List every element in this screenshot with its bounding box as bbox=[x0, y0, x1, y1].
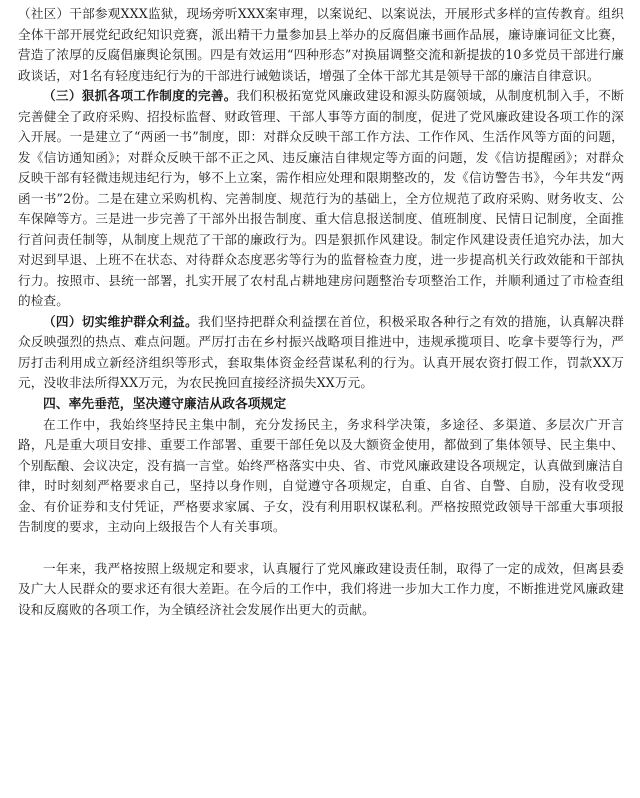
document-page bbox=[18, 4, 624, 620]
paragraph-community-education bbox=[18, 4, 624, 86]
paragraph-text: 一年来，我严格按照上级规定和要求，认真履行了党风廉政建设责任制，取得了一定的成效，但离县委及广大人民群众的要求还有很大差距。在今后的工作中，我们将进一步加大工作力度，不断推进党风廉政建设和反腐败的各项工作，为全镇经济社会发展作出更大的贡献。 bbox=[18, 560, 624, 617]
paragraph-system-improvement bbox=[18, 86, 624, 312]
paragraph-public-interest bbox=[18, 312, 624, 394]
paragraph-spacer bbox=[18, 538, 624, 559]
paragraph-text: 我们坚持把群众利益摆在首位，积极采取各种行之有效的措施，认真解决群众反映强烈的热点、难点问题。严厉打击在乡村振兴战略项目推进中，违规承揽项目、吃拿卡要等行为，严厉打击利用成立新经济组织等形式，套取集体资金经营谋私利的行为。认真开展农资打假工作，罚款XX万元，没收非法所得XX万元，为农民挽回直接经济损失XX万元。 bbox=[18, 313, 624, 390]
paragraph-lead-by-example bbox=[18, 415, 624, 538]
section-lead-heading: （三）狠抓各项工作制度的完善。 bbox=[43, 88, 237, 103]
paragraph-text: 在工作中，我始终坚持民主集中制，充分发扬民主，务求科学决策，多途径、多渠道、多层次广开言路，凡是重大项目安排、重要工作部署、重要干部任免以及大额资金使用，都做到了集体领导、民主集中、个别酝酿、会议决定，没有搞一言堂。始终严格落实中央、省、市党风廉政建设各项规定，认真做到廉洁自律，时时刻刻严格要求自己，坚持以身作则，自觉遵守各项规定，自重、自省、自警、自励，没有收受现金、有价证券和支付凭证，严格要求家属、子女，没有利用职权谋私利。严格按照党政领导干部重大事项报告制度的要求，主动向上级报告个人有关事项。 bbox=[18, 416, 624, 534]
paragraph-text: （社区）干部参观XXX监狱，现场旁听XXX案审理，以案说纪、以案说法，开展形式多样的宣传教育。组织全体干部开展党纪政纪知识竞赛，派出精干力量参加县上举办的反腐倡廉书画作品展，廉诗廉词征文比赛，营造了浓厚的反腐倡廉舆论氛围。四是有效运用“四种形态”对换届调整交流和新提拔的10多党员干部进行廉政谈话，对1名有轻度违纪行为的干部进行诫勉谈话，增强了全体干部尤其是领导干部的廉洁自律意识。 bbox=[18, 6, 624, 83]
section-lead-heading: （四）切实维护群众利益。 bbox=[43, 313, 198, 329]
paragraph-text: 我们积极拓宽党风廉政建设和源头防腐领域，从制度机制入手，不断完善健全了政府采购、招投标监督、财政管理、干部人事等方面的制度，促进了党风廉政建设各项工作的深入开展。一是建立了“两函一书”制度，即：对群众反映干部工作方法、工作作风、生活作风等方面的问题，发《信访通知函》；对群众反映干部不正之风、违反廉洁自律规定等方面的问题，发《信访提醒函》；对群众反映干部有轻微违规违纪行为，够不上立案，需作相应处理和限期整改的，发《信访警告书》，今年共发“两函一书”2份。二是在建立采购机构、完善制度、规范行为的基础上，全方位规范了政府采购、财务收支、公车保障等方。三是进一步完善了干部外出报告制度、重大信息报送制度、值班制度、民情日记制度，全面推行首问责任制等，从制度上规范了干部的廉政行为。四是狠抓作风建设。制定作风建设责任追究办法，加大对迟到早退、上班不在状态、对待群众态度恶劣等行为的监督检查力度，进一步提高机关行政效能和干部执行力。按照市、县统一部署，扎实开展了农村乱占耕地建房问题整治专项整治工作，并顺利通过了市检查组的检查。 bbox=[18, 88, 625, 308]
section-heading: 四、率先垂范，坚决遵守廉洁从政各项规定 bbox=[43, 396, 287, 412]
paragraph-summary bbox=[18, 559, 624, 621]
